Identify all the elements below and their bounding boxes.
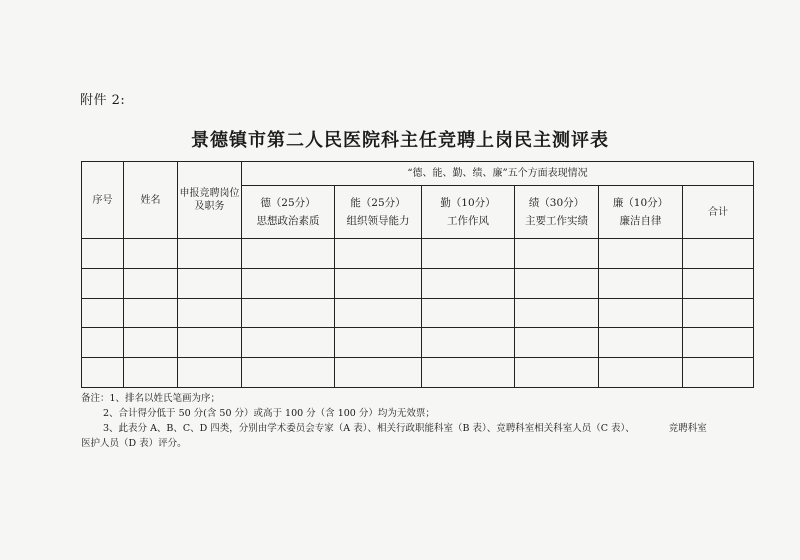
table-cell[interactable] [178, 358, 242, 388]
table-cell[interactable] [515, 358, 599, 388]
table-row [82, 358, 754, 388]
header-position: 申报竞聘岗位及职务 [178, 162, 242, 239]
category-sub: 思想政治素质 [256, 214, 320, 227]
table-cell[interactable] [515, 268, 599, 298]
table-cell[interactable] [683, 358, 754, 388]
category-label: 能（25分） [350, 196, 406, 209]
header-five-aspects: “德、能、勤、绩、廉”五个方面表现情况 [242, 162, 754, 186]
table-cell[interactable] [82, 358, 124, 388]
note-item: 2、合计得分低于 50 分(含 50 分）或高于 100 分（含 100 分）均为无效票； [103, 408, 435, 419]
table-cell[interactable] [515, 298, 599, 328]
note-item-tail: 竞聘科室 [668, 423, 707, 434]
table-cell[interactable] [515, 239, 599, 269]
table-cell[interactable] [422, 268, 515, 298]
header-category-neng [335, 186, 422, 239]
category-sub: 廉洁自律 [619, 214, 662, 227]
table-row [82, 268, 754, 298]
table-cell[interactable] [82, 239, 124, 269]
attachment-label: 附件 2: [80, 93, 126, 108]
category-label: 廉（10分） [612, 196, 669, 209]
table-cell[interactable] [422, 298, 515, 328]
table-cell[interactable] [515, 328, 599, 358]
table-cell[interactable] [124, 298, 178, 328]
table-cell[interactable] [242, 358, 335, 388]
table-cell[interactable] [683, 298, 754, 328]
table-cell[interactable] [599, 358, 683, 388]
table-cell[interactable] [599, 239, 683, 269]
header-category-de [242, 186, 335, 239]
table-cell[interactable] [82, 298, 124, 328]
table-cell[interactable] [178, 328, 242, 358]
table-cell[interactable] [335, 239, 422, 269]
header-seq: 序号 [82, 162, 124, 239]
table-cell[interactable] [599, 298, 683, 328]
notes-prefix: 备注： [81, 393, 110, 404]
header-category-ji [515, 186, 599, 239]
category-sub: 主要工作实绩 [525, 214, 588, 227]
notes-line-1 [81, 391, 771, 406]
table-cell[interactable] [683, 268, 754, 298]
table-cell[interactable] [178, 298, 242, 328]
table-cell[interactable] [82, 268, 124, 298]
table-cell[interactable] [124, 328, 178, 358]
table-cell[interactable] [335, 298, 422, 328]
table-cell[interactable] [683, 328, 754, 358]
table-row [82, 239, 754, 269]
table-cell[interactable] [335, 328, 422, 358]
table-cell[interactable] [242, 268, 335, 298]
table-cell[interactable] [422, 239, 515, 269]
table-cell[interactable] [124, 268, 178, 298]
header-name: 姓名 [124, 162, 178, 239]
table-row [82, 328, 754, 358]
table-cell[interactable] [242, 298, 335, 328]
table-cell[interactable] [242, 239, 335, 269]
table-cell[interactable] [599, 268, 683, 298]
header-category-qin [422, 186, 515, 239]
table-cell[interactable] [422, 328, 515, 358]
table-cell[interactable] [683, 239, 754, 269]
table-cell[interactable] [335, 358, 422, 388]
table-cell[interactable] [124, 239, 178, 269]
category-label: 德（25分） [260, 196, 316, 209]
document-title: 景德镇市第二人民医院科主任竞聘上岗民主测评表 [191, 130, 609, 151]
category-sub: 组织领导能力 [346, 214, 410, 227]
table-cell[interactable] [82, 328, 124, 358]
table-cell[interactable] [599, 328, 683, 358]
notes-line-3 [81, 421, 771, 436]
header-category-lian [599, 186, 683, 239]
category-label: 绩（30分） [528, 196, 585, 209]
table-cell[interactable] [178, 268, 242, 298]
header-total: 合计 [683, 186, 754, 239]
table-row [82, 298, 754, 328]
table-cell[interactable] [124, 358, 178, 388]
category-label: 勤（10分） [440, 196, 496, 209]
table-cell[interactable] [178, 239, 242, 269]
evaluation-table [81, 161, 754, 388]
notes-section [81, 391, 771, 451]
table-cell[interactable] [242, 328, 335, 358]
note-item-continuation: 医护人员（D 表）评分。 [81, 438, 187, 449]
note-item: 1、排名以姓氏笔画为序； [109, 393, 221, 404]
note-item: 3、此表分 A、B、C、D 四类，分别由学术委员会专家（A 表）、相关行政职能科室（B 表）、竞聘科室相关科室人员（C 表）、 [103, 423, 635, 434]
table-cell[interactable] [335, 268, 422, 298]
category-sub: 工作作风 [447, 214, 489, 227]
table-cell[interactable] [422, 358, 515, 388]
